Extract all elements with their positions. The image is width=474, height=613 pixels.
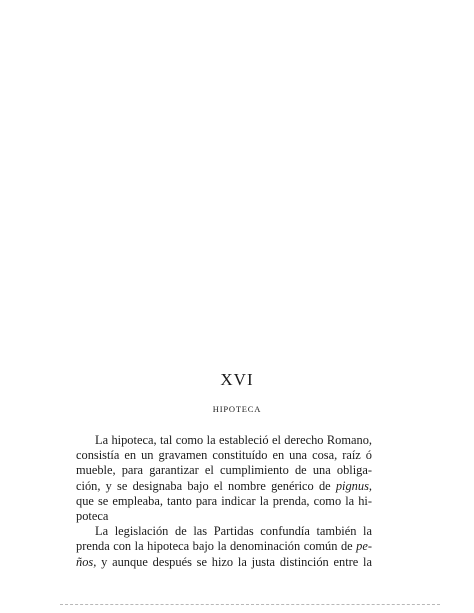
text-line: La hipoteca, tal como la estableció el derecho Romano, [95,433,372,447]
text-segment: prenda con la hipoteca bajo la denominación común de [76,539,357,554]
paragraph [76,524,372,570]
text-line [76,555,372,570]
chapter-title: HIPOTECA [212,404,262,414]
scan-edge-artifact [60,604,440,605]
text-line: consistía en un gravamen constituído en una cosa, raíz ó [76,448,372,463]
text-line: mueble, para garantizar el cumplimiento de una obliga- [76,463,372,478]
italic-term: pignus, [335,478,372,493]
italic-term: pe- [356,539,372,554]
body-text [76,433,372,570]
italic-term: ños, [76,554,97,569]
text-segment: y aunque después se hizo la justa distinción entre la [96,554,372,569]
chapter-number: XVI [220,370,254,389]
paragraph [76,433,372,524]
text-line: La legislación de las Partidas confundía también la [95,524,372,539]
text-segment: ción, y se designaba bajo el nombre genérico de [76,478,336,493]
text-line: que se empleaba, tanto para indicar la prenda, como la hi- [76,493,372,508]
text-line: poteca [76,509,109,524]
text-line [76,479,372,494]
text-line [76,539,372,554]
